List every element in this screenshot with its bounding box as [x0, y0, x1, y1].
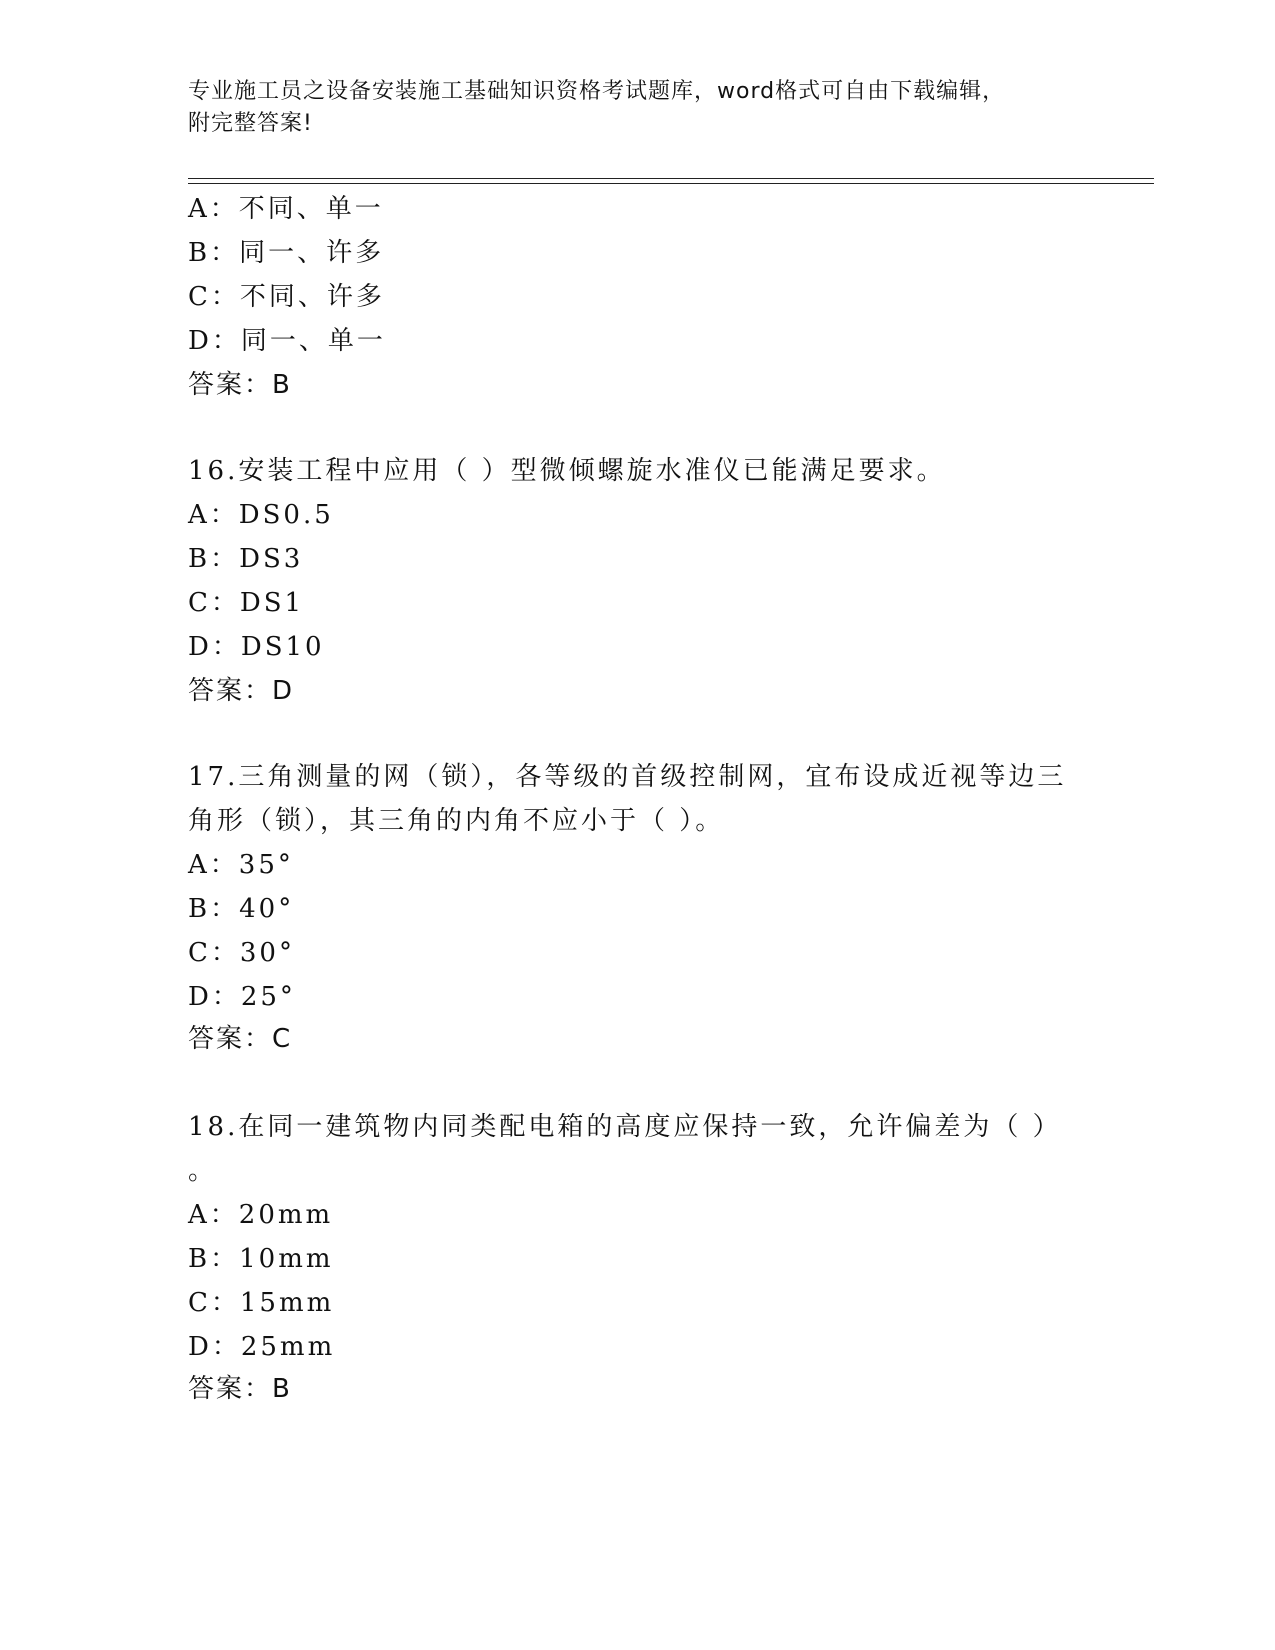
header-line-2: 附完整答案! [188, 111, 313, 136]
q17-option-a: A：35° [188, 850, 294, 880]
q18-question-line-2: 。 [188, 1156, 218, 1186]
q17-question-line-2: 角形（锁），其三角的内角不应小于（ ）。 [188, 806, 725, 836]
q17-option-d: D：25° [188, 982, 296, 1012]
q15-option-d: D：同一、单一 [188, 326, 386, 356]
q18-answer: 答案：B [188, 1374, 292, 1404]
q18-question-line-1: 18.在同一建筑物内同类配电箱的高度应保持一致，允许偏差为（ ） [188, 1112, 1062, 1142]
q16-question: 16.安装工程中应用（ ）型微倾螺旋水准仪已能满足要求。 [188, 456, 946, 486]
q18-option-b: B：10mm [188, 1244, 334, 1274]
header-divider-top [188, 178, 1154, 179]
q15-answer: 答案：B [188, 370, 292, 400]
q16-option-d: D：DS10 [188, 632, 325, 662]
q17-question-line-1: 17.三角测量的网（锁），各等级的首级控制网，宜布设成近视等边三 [188, 762, 1067, 792]
document-header [188, 76, 1088, 140]
q16-option-b: B：DS3 [188, 544, 304, 574]
header-divider-bottom [188, 183, 1154, 184]
q17-answer: 答案：C [188, 1024, 293, 1054]
header-line-1: 专业施工员之设备安装施工基础知识资格考试题库，word格式可自由下载编辑， [188, 79, 1006, 104]
q15-option-b: B：同一、许多 [188, 238, 385, 268]
q18-option-d: D：25mm [188, 1332, 336, 1362]
q17-option-c: C：30° [188, 938, 295, 968]
q15-option-c: C：不同、许多 [188, 282, 385, 312]
q17-option-b: B：40° [188, 894, 295, 924]
q15-option-a: A：不同、单一 [188, 194, 384, 224]
q16-answer: 答案：D [188, 676, 295, 706]
q18-option-c: C：15mm [188, 1288, 335, 1318]
q16-option-a: A：DS0.5 [188, 500, 334, 530]
q18-option-a: A：20mm [188, 1200, 334, 1230]
q16-option-c: C：DS1 [188, 588, 305, 618]
